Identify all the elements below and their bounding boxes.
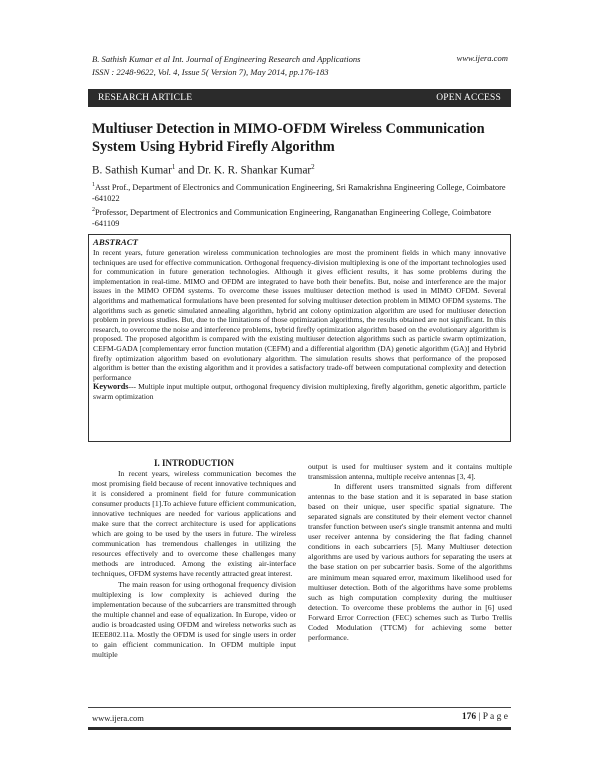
author-2-sup: 2: [311, 163, 315, 171]
intro-paragraph-2: The main reason for using orthogonal frequency division multiplexing is low complexity is achieved during the implementation because of the subcarriers are transmitted through the multiple channel and ease of equalization. In Europe, video or audio is broadcasted using OFDM and wireless networks such as IEEE802.11a. Mostly the OFDM is used for single users in order to gain efficient communication. In OFDM multiple input multiple: [92, 579, 296, 659]
column-right: [308, 462, 512, 643]
footer-bar: [88, 727, 511, 730]
article-type-banner: [88, 89, 511, 107]
author-2: and Dr. K. R. Shankar Kumar: [175, 164, 312, 177]
header-website-link[interactable]: www.ijera.com: [456, 53, 508, 63]
keywords-label: Keywords: [93, 382, 129, 392]
page-number-value: 176: [461, 712, 477, 722]
column-left: [92, 458, 296, 660]
footer-divider: [88, 707, 511, 708]
affiliation-2-text: Professor, Department of Electronics and Communication Engineering, Ranganathan Engineering College, Coimbatore -641109: [92, 207, 492, 229]
intro-paragraph-3: output is used for multiuser system and it contains multiple transmission antenna, multiple receive antennas [3, 4].: [308, 462, 512, 482]
keywords-text: --- Multiple input multiple output, orthogonal frequency division multiplexing, firefly algorithm, genetic algorithm, particle swarm optimization: [93, 382, 506, 401]
paper-title: Multiuser Detection in MIMO-OFDM Wireless Communication System Using Hybrid Firefly Algorithm: [92, 121, 485, 155]
abstract-box: [88, 234, 511, 442]
affiliation-2: [92, 205, 510, 230]
journal-citation: [92, 53, 361, 78]
intro-paragraph-1: In recent years, wireless communication becomes the most promising field because of recent innovative techniques and it is considered a prominent field for future communication consumer products [1].To achieve future efficient communication, innovative techniques are needed for various applications and make sure that the correct architecture is used for applications which are going to be used by the users in future. The wireless communication has tremendous challenges in utilizing the resources effectively and to overcome these challenges many methods are introduced. Among the existing air-interface techniques, OFDM systems have recently attracted great interest.: [92, 469, 296, 579]
footer-website-link[interactable]: www.ijera.com: [92, 713, 144, 723]
journal-line-2: ISSN : 2248-9622, Vol. 4, Issue 5( Version 7), May 2014, pp.176-183: [92, 66, 329, 77]
abstract-text: In recent years, future generation wireless communication technologies are most the prominent fields in which many innovative techniques are used for effective communication. Orthogonal frequency-division multiplexing is one of the important technologies used for communication in future generation technologies. Although it gives efficient results, it has some problems during the implementation in real-time. MIMO and OFDM are integrated to have both their benefits. But, noise and interference are the major issues in the MIMO OFDM systems. To overcome these issues multiuser detection method is used in MIMO OFDM. Several algorithms and mathematical formulations have been presented for solving multiuser detection problem in MIMO OFDM systems. The algorithms such as genetic simulated annealing algorithm, hybrid ant colony optimization algorithm are used for multiuser detection problem in previous studies. But, due to the limitations of those optimization algorithms, the results obtained are not significant. In this research, to overcome the noise and interference problems, hybrid firefly optimization algorithm based on the evolutionary algorithm is proposed. The proposed algorithm is compared with the existing multiuser detection algorithms such as particle swarm optimization, CEFM-GADA [complementary error function mutation (CEFM) and a differential algorithm (DA) genetic algorithm (GA)] and Hybrid firefly optimization algorithm based on evolutionary algorithm. The simulation results shows that performance of the proposed algorithm is better than the existing algorithm and it provides a satisfactory trade-off between computational complexity and detection performance: [93, 248, 506, 382]
author-1-sup: 1: [171, 163, 176, 171]
affiliations: [92, 180, 510, 230]
page-label: | P a g e: [476, 712, 508, 722]
author-1: B. Sathish Kumar: [92, 164, 172, 177]
affiliation-1-sup: 1: [92, 182, 95, 188]
author-list: [92, 163, 315, 177]
research-article-label: RESEARCH ARTICLE: [98, 93, 193, 103]
affiliation-1-text: Asst Prof., Department of Electronics and Communication Engineering, Sri Ramakrishna Engineering College, Coimbatore -641022: [92, 182, 506, 204]
abstract-heading: ABSTRACT: [93, 237, 138, 247]
section-heading-introduction: I. INTRODUCTION: [153, 458, 234, 468]
affiliation-2-sup: 2: [92, 206, 95, 213]
journal-line-1: B. Sathish Kumar et al Int. Journal of Engineering Research and Applications: [92, 54, 361, 64]
page-number: [462, 712, 508, 722]
open-access-label: OPEN ACCESS: [436, 93, 501, 103]
intro-paragraph-4: In different users transmitted signals from different antennas to the base station and it is separated in base station based on their unique, user specific spatial signature. The separated signals are constituted by their element vector channel transfer function between user's single transmit antenna and multi user receiver antenna by considering the flat fading channel conditions in each subcarriers [5]. Many Multiuser detection algorithms are used by various authors for separating the users at the base station on per subcarrier basis. Some of the algorithms are minimum mean squared error, maximum likelihood used for multiuser detection. Both of the algorithms have some problems such as high computation complexity during the multiuser detection. To overcome these problems the author in [6] used Forward Error Correction (FEC) schemes such as Turbo Trellis Coded Modulation (TTCM) for achieving some better performance.: [308, 482, 512, 642]
keywords: [93, 382, 506, 401]
affiliation-1: [92, 180, 510, 205]
